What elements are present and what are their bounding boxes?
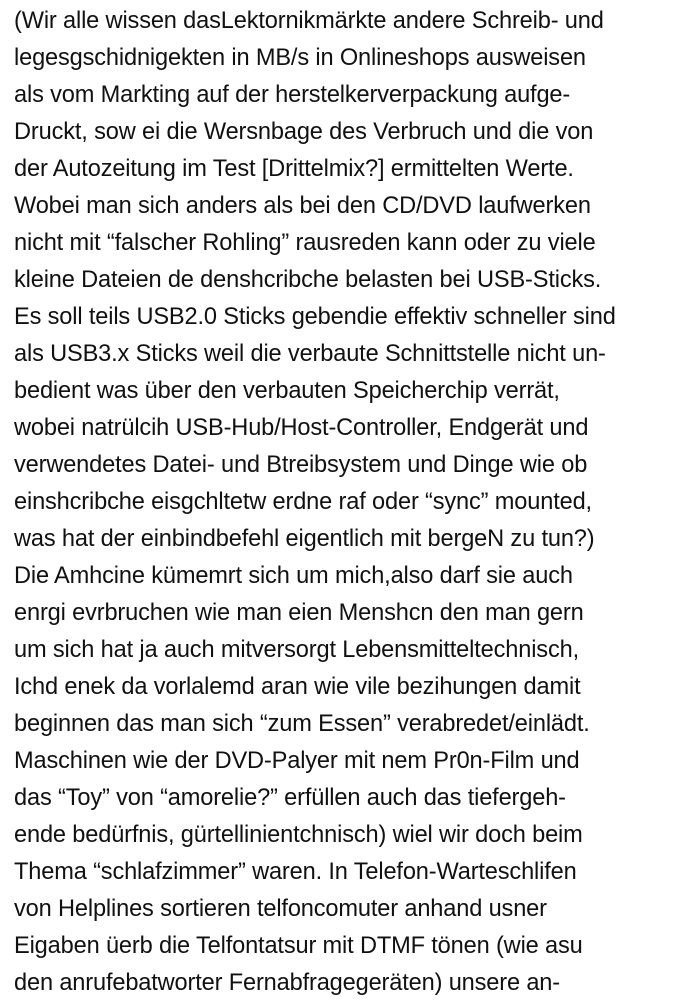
text-line: legesgschidnigekten in MB/s in Onlineshops ausweisen (14, 45, 586, 71)
text-line: Es soll teils USB2.0 Sticks gebendie effektiv schneller sind (14, 304, 616, 330)
text-line: Maschinen wie der DVD-Palyer mit nem Pr0n-Film und (14, 748, 580, 774)
document-page (14, 3, 682, 1002)
text-line: einshcribche eisgchltetw erdne raf oder “sync” mounted, (14, 489, 592, 515)
text-line: Druckt, sow ei die Wersnbage des Verbruch und die von (14, 119, 594, 145)
text-line: was hat der einbindbefehl eigentlich mit bergeN zu tun?) (14, 526, 595, 552)
text-line: der Autozeitung im Test [Drittelmix?] ermittelten Werte. (14, 156, 574, 182)
text-line: Eigaben üerb die Telfontatsur mit DTMF tönen (wie asu (14, 933, 583, 959)
text-line: als USB3.x Sticks weil die verbaute Schnittstelle nicht un- (14, 341, 606, 367)
text-line: von Helplines sortieren telfoncomuter anhand usner (14, 896, 547, 922)
text-line: wobei natrülcih USB-Hub/Host-Controller, Endgerät und (14, 415, 589, 441)
text-line: verwendetes Datei- und Btreibsystem und Dinge wie ob (14, 452, 588, 478)
text-line: den anrufebatworter Fernabfragegeräten) unsere an- (14, 970, 560, 996)
text-line: Die Amhcine kümemrt sich um mich,also darf sie auch (14, 563, 573, 589)
text-line: Ichd enek da vorlalemd aran wie vile bezihungen damit (14, 674, 581, 700)
text-line: ende bedürfnis, gürtellinientchnisch) wiel wir doch beim (14, 822, 583, 848)
text-line: nicht mit “falscher Rohling” rausreden kann oder zu viele (14, 230, 596, 256)
text-line: enrgi evrbruchen wie man eien Menshcn den man gern (14, 600, 584, 626)
text-line: (Wir alle wissen dasLektornikmärkte andere Schreib- und (14, 8, 604, 34)
text-line: als vom Markting auf der herstelkerverpackung aufge- (14, 82, 571, 108)
text-line: bedient was über den verbauten Speicherchip verrät, (14, 378, 560, 404)
text-line: beginnen das man sich “zum Essen” verabredet/einlädt. (14, 711, 590, 737)
text-line: das “Toy” von “amorelie?” erfüllen auch das tiefergeh- (14, 785, 566, 811)
text-line: um sich hat ja auch mitversorgt Lebensmitteltechnisch, (14, 637, 579, 663)
text-line: kleine Dateien de denshcribche belasten bei USB-Sticks. (14, 267, 602, 293)
text-line: Wobei man sich anders als bei den CD/DVD laufwerken (14, 193, 591, 219)
text-line: Thema “schlafzimmer” waren. In Telefon-Warteschlifen (14, 859, 577, 885)
